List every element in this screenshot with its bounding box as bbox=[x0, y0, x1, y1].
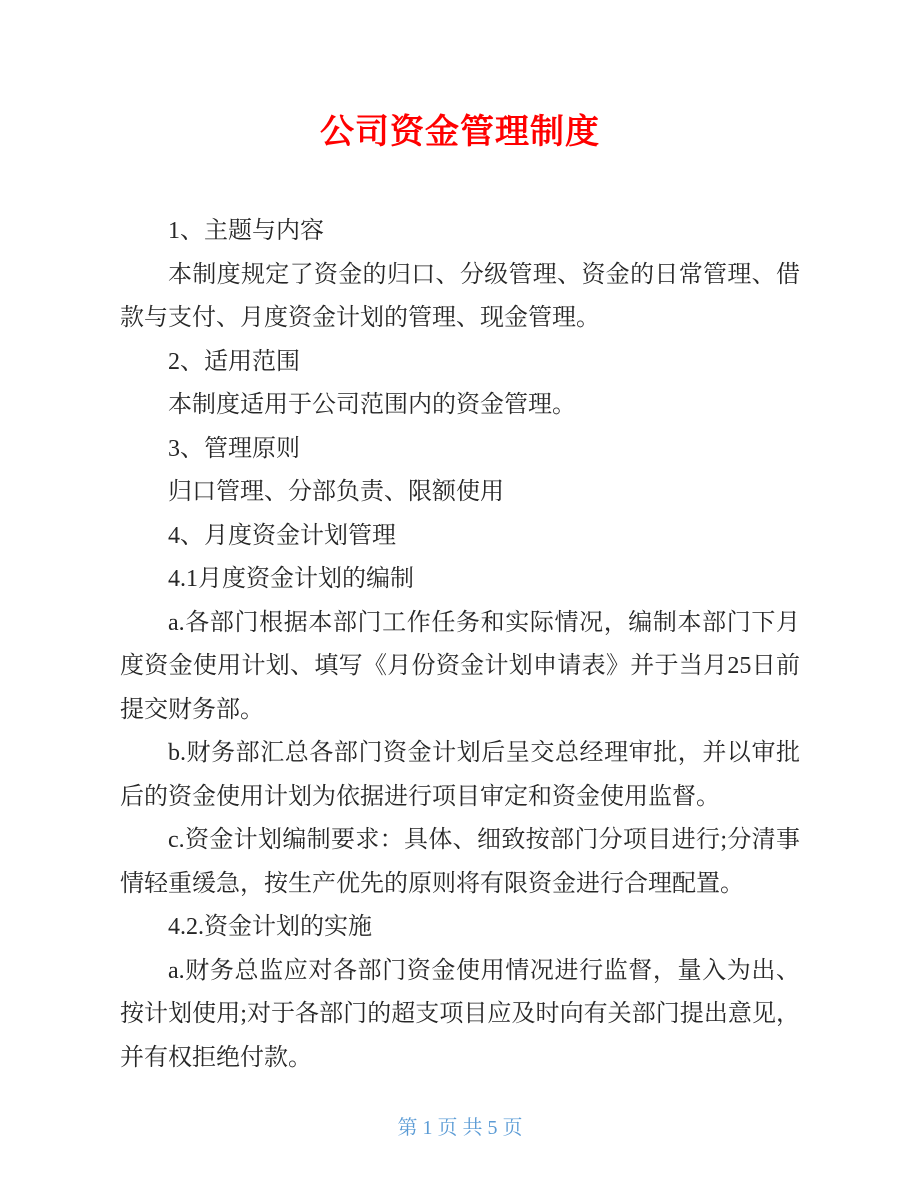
document-body bbox=[120, 210, 800, 1080]
paragraph: a.财务总监应对各部门资金使用情况进行监督，量入为出、按计划使用;对于各部门的超支项目应及时向有关部门提出意见，并有权拒绝付款。 bbox=[120, 957, 800, 1071]
page-number-footer: 第 1 页 共 5 页 bbox=[397, 1117, 523, 1139]
paragraph: 4.1月度资金计划的编制 bbox=[168, 566, 414, 592]
paragraph: 4.2.资金计划的实施 bbox=[168, 914, 372, 940]
paragraph: 2、适用范围 bbox=[168, 348, 300, 375]
paragraph: 本制度规定了资金的归口、分级管理、资金的日常管理、借款与支付、月度资金计划的管理、现金管理。 bbox=[120, 261, 800, 331]
paragraph: 归口管理、分部负责、限额使用 bbox=[168, 479, 504, 505]
paragraph: 本制度适用于公司范围内的资金管理。 bbox=[168, 392, 576, 418]
paragraph: 1、主题与内容 bbox=[168, 218, 324, 244]
paragraph: c.资金计划编制要求：具体、细致按部门分项目进行;分清事情轻重缓急，按生产优先的原则将有限资金进行合理配置。 bbox=[120, 827, 800, 897]
paragraph: 3、管理原则 bbox=[168, 435, 300, 462]
paragraph: b.财务部汇总各部门资金计划后呈交总经理审批，并以审批后的资金使用计划为依据进行项目审定和资金使用监督。 bbox=[120, 740, 800, 810]
paragraph: 4、月度资金计划管理 bbox=[168, 522, 396, 549]
paragraph: a.各部门根据本部门工作任务和实际情况，编制本部门下月度资金使用计划、填写《月份资金计划申请表》并于当月25日前提交财务部。 bbox=[120, 609, 800, 723]
document-title: 公司资金管理制度 bbox=[320, 113, 600, 151]
